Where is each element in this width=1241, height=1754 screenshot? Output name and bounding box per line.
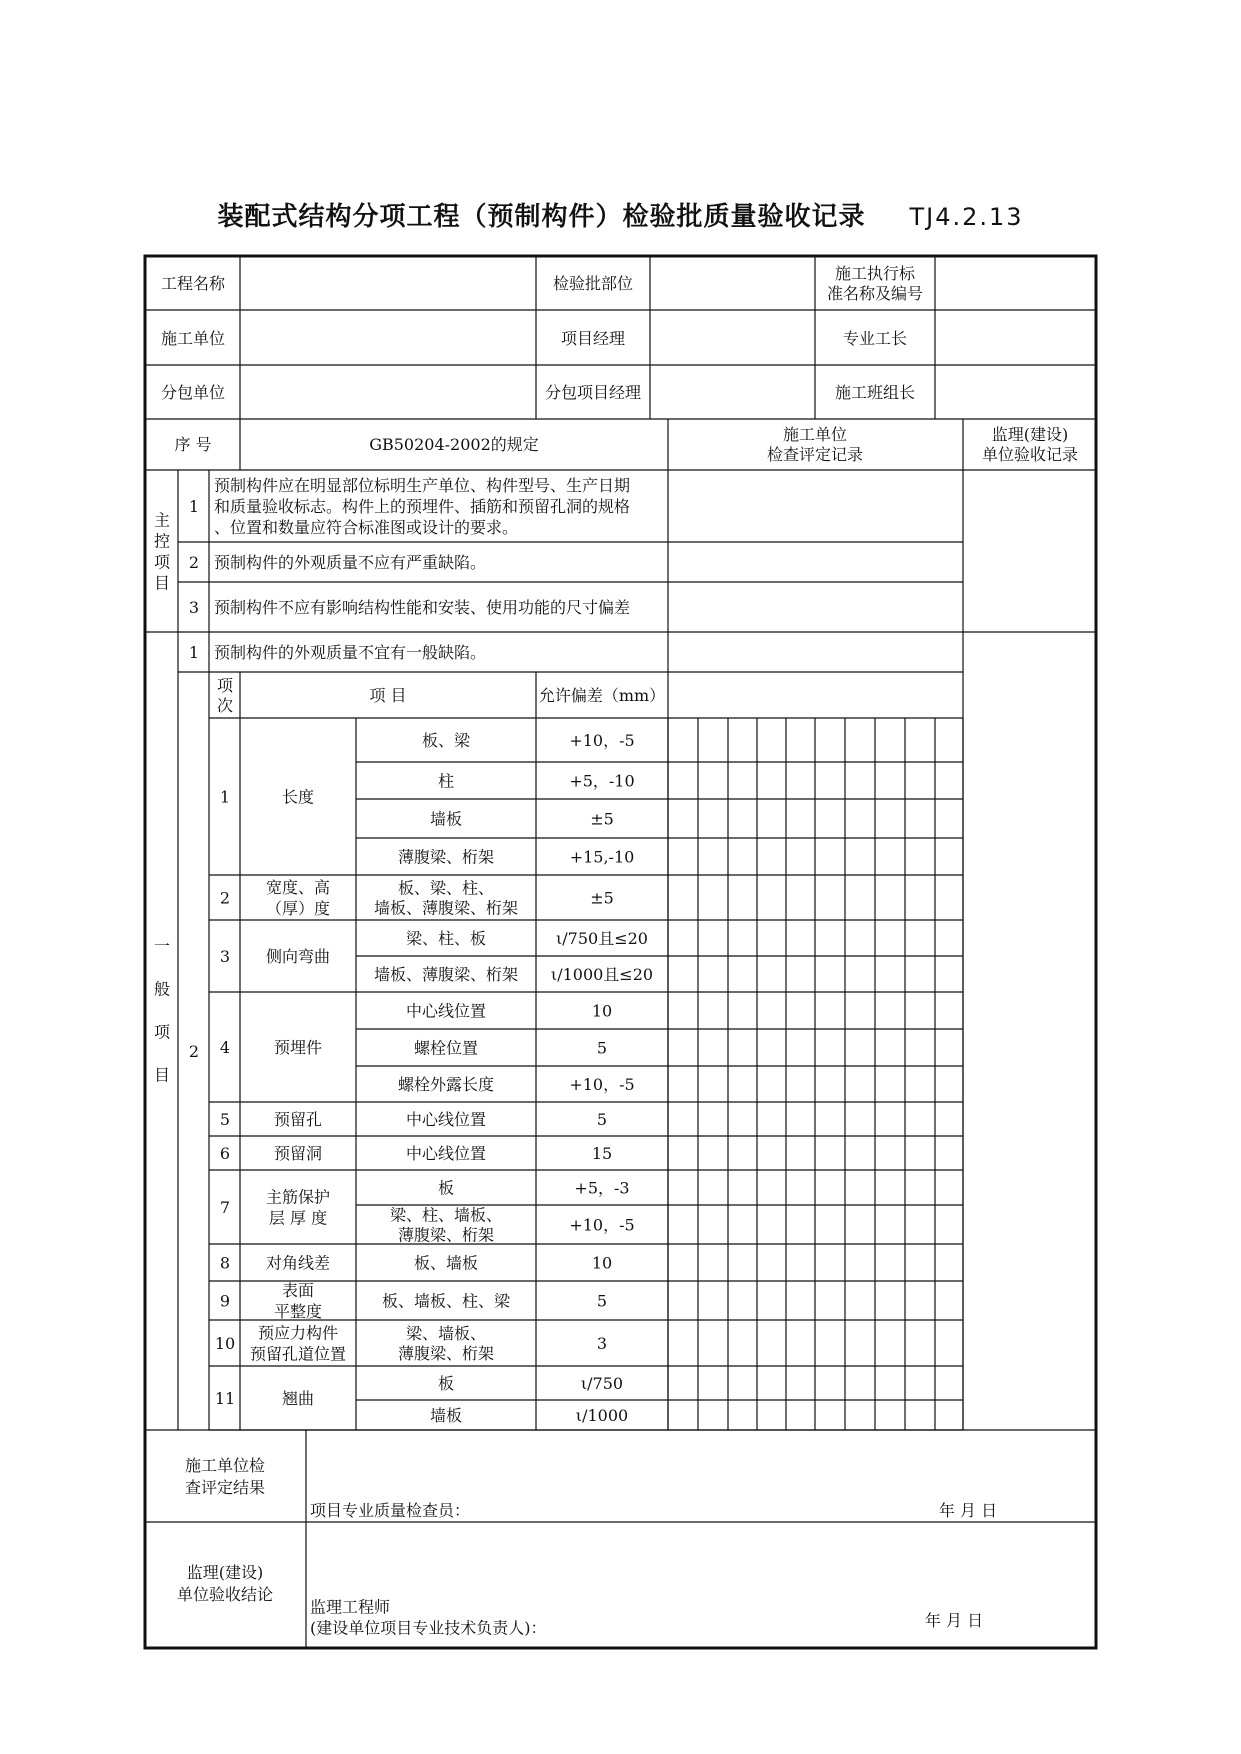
standard-label: 施工执行标准名称及编号	[826, 264, 924, 303]
batch-location-label: 检验批部位	[552, 274, 634, 293]
dev-sub-item: 中心线位置	[405, 1110, 487, 1129]
dev-group-name: 预埋件	[273, 1038, 323, 1057]
dev-tolerance: +10，-5	[569, 1075, 635, 1094]
dev-sub-item: 板、梁	[421, 731, 471, 750]
spec-header: GB50204-2002的规定	[369, 435, 539, 454]
main-item-no: 1	[188, 497, 200, 516]
dev-tolerance: +5，-10	[569, 771, 635, 791]
dev-sub-item: 柱	[437, 771, 455, 791]
dev-tolerance: ι/750	[580, 1374, 624, 1393]
dev-sub-item: 梁、柱、板	[405, 929, 487, 948]
dev-group-name: 侧向弯曲	[265, 947, 331, 966]
dev-tolerance: ι/1000	[575, 1406, 629, 1425]
dev-group-no: 2	[219, 888, 231, 908]
dev-group-no: 3	[219, 947, 231, 966]
subcontractor-label: 分包单位	[160, 383, 226, 402]
dev-sub-item: 墙板	[429, 1406, 463, 1425]
contractor-label: 施工单位	[160, 329, 226, 348]
dev-tolerance: +15,-10	[569, 847, 635, 867]
dev-sub-item: 梁、墙板、薄腹梁、桁架	[397, 1324, 495, 1363]
dev-sub-item: 板、梁、柱、墙板、薄腹梁、桁架	[373, 878, 519, 918]
dev-tolerance: 10	[591, 1253, 613, 1273]
contractor-check-header: 施工单位检查评定记录	[766, 425, 864, 464]
general-items-label: 一般项目	[153, 936, 171, 1085]
project-manager-label: 项目经理	[560, 329, 626, 348]
supervisor-conclusion-label: 监理(建设)单位验收结论	[176, 1563, 274, 1604]
dev-sub-item: 梁、柱、墙板、薄腹梁、桁架	[389, 1205, 503, 1245]
dev-sub-item: 板、墙板、柱、梁	[381, 1291, 511, 1311]
dev-group-name: 表面平整度	[273, 1281, 323, 1321]
dev-group-no: 8	[219, 1253, 231, 1273]
supervisor-accept-header: 监理(建设)单位验收记录	[981, 425, 1079, 464]
dev-tolerance: ι/750且≤20	[556, 929, 648, 948]
dev-tolerance: +5，-3	[574, 1178, 630, 1198]
dev-group-no: 9	[219, 1291, 231, 1311]
dev-group-name: 对角线差	[265, 1253, 331, 1273]
dev-sub-item: 中心线位置	[405, 1001, 487, 1021]
dev-sub-item: 螺栓外露长度	[397, 1075, 495, 1094]
dev-group-no: 11	[214, 1389, 236, 1408]
dev-sub-item: 板	[437, 1374, 455, 1393]
dev-group-name: 宽度、高（厚）度	[265, 878, 331, 918]
dev-group-name: 预应力构件预留孔道位置	[249, 1323, 347, 1364]
dev-tolerance: 5	[596, 1038, 608, 1058]
date-2: 年 月 日	[924, 1611, 984, 1630]
general-item-2-no: 2	[188, 1042, 200, 1061]
dev-seq-header: 项次	[216, 676, 234, 715]
form-title: 装配式结构分项工程（预制构件）检验批质量验收记录	[217, 202, 866, 232]
dev-group-name: 预留洞	[273, 1144, 323, 1163]
inspector-label: 项目专业质量检查员：	[310, 1501, 471, 1520]
dev-group-name: 长度	[281, 787, 315, 807]
dev-tolerance: 10	[591, 1001, 613, 1021]
project-name-label: 工程名称	[160, 274, 226, 293]
engineer-label: 监理工程师(建设单位项目专业技术负责人)：	[310, 1597, 547, 1638]
dev-tolerance: 3	[596, 1334, 608, 1353]
dev-sub-item: 螺栓位置	[413, 1038, 479, 1058]
general-item-1-no: 1	[188, 643, 200, 662]
dev-tolerance: 15	[591, 1144, 613, 1163]
seq-header: 序 号	[174, 435, 212, 454]
dev-group-no: 10	[214, 1334, 236, 1353]
dev-tolerance: 5	[596, 1110, 608, 1129]
main-item-text: 预制构件不应有影响结构性能和安装、使用功能的尺寸偏差	[214, 598, 631, 617]
dev-group-name: 翘曲	[281, 1389, 315, 1408]
dev-tolerance: ±5	[590, 888, 614, 908]
dev-sub-item: 薄腹梁、桁架	[397, 847, 495, 867]
sub-manager-label: 分包项目经理	[544, 383, 642, 402]
main-item-text: 预制构件应在明显部位标明生产单位、构件型号、生产日期和质量验收标志。构件上的预埋件、插筋和预留孔洞的规格、位置和数量应符合标准图或设计的要求。	[214, 476, 631, 537]
contractor-result-label: 施工单位检查评定结果	[184, 1456, 266, 1497]
dev-tolerance: ι/1000且≤20	[550, 965, 654, 984]
main-item-text: 预制构件的外观质量不应有严重缺陷。	[214, 553, 487, 572]
dev-sub-item: 墙板、薄腹梁、桁架	[373, 965, 519, 984]
team-leader-label: 施工班组长	[834, 383, 916, 402]
dev-item-header: 项 目	[369, 686, 407, 705]
dev-group-name: 预留孔	[273, 1110, 323, 1129]
main-item-no: 3	[188, 598, 200, 617]
main-items-label: 主控项目	[153, 510, 171, 593]
dev-sub-item: 中心线位置	[405, 1144, 487, 1163]
dev-tolerance: 5	[596, 1291, 608, 1311]
dev-group-no: 5	[219, 1110, 231, 1129]
dev-allow-header: 允许偏差（mm）	[538, 686, 666, 705]
dev-group-no: 6	[219, 1144, 231, 1163]
dev-sub-item: 板、墙板	[413, 1253, 479, 1273]
dev-group-no: 1	[219, 787, 231, 807]
dev-group-no: 7	[219, 1198, 231, 1217]
foreman-label: 专业工长	[842, 329, 908, 348]
dev-sub-item: 墙板	[429, 809, 463, 829]
dev-group-no: 4	[219, 1038, 231, 1057]
dev-group-name: 主筋保护层 厚 度	[265, 1187, 331, 1228]
dev-tolerance: +10，-5	[569, 731, 635, 750]
main-item-no: 2	[188, 553, 200, 572]
date-1: 年 月 日	[938, 1501, 998, 1520]
general-item-1-text: 预制构件的外观质量不宜有一般缺陷。	[214, 643, 487, 662]
form-code: TJ4.2.13	[909, 203, 1024, 231]
dev-tolerance: +10，-5	[569, 1215, 635, 1235]
dev-sub-item: 板	[437, 1178, 455, 1198]
dev-tolerance: ±5	[590, 809, 614, 829]
